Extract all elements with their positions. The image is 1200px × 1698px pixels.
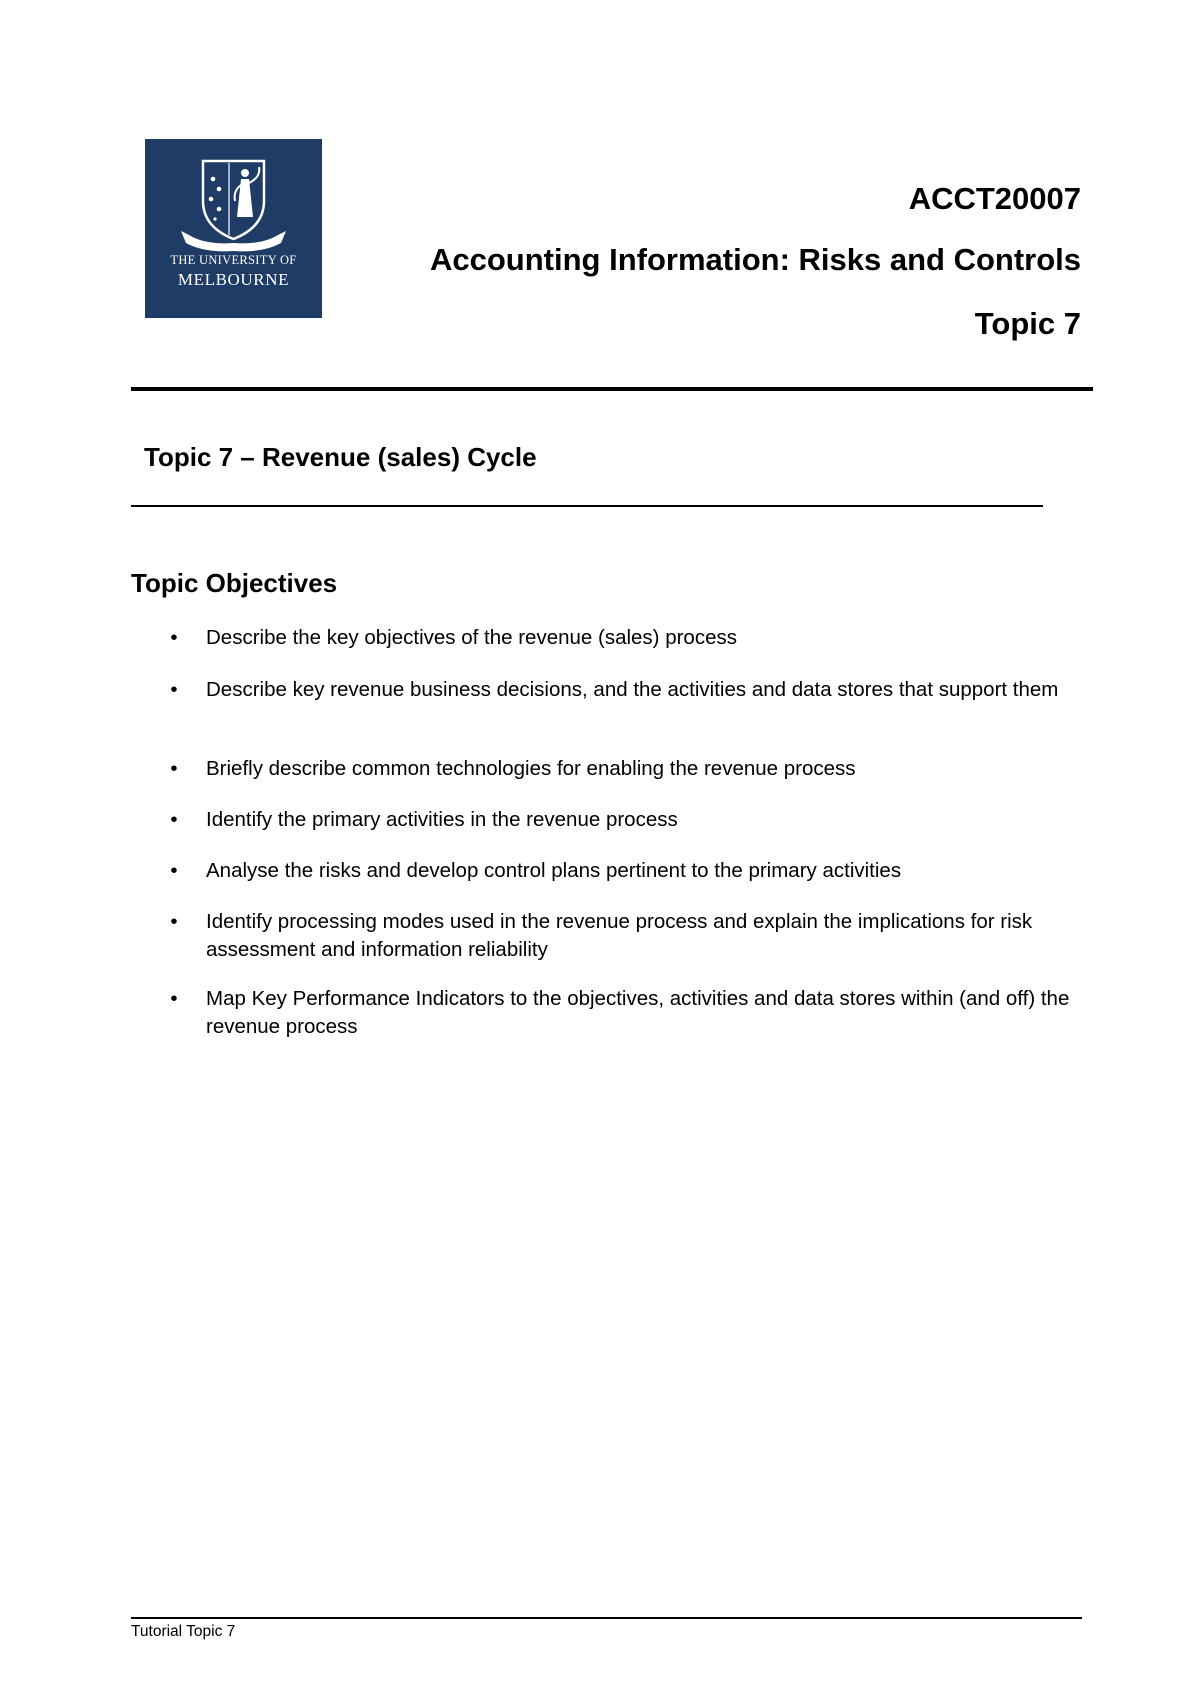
section-title: Topic 7 – Revenue (sales) Cycle <box>144 442 537 472</box>
course-code: ACCT20007 <box>908 181 1081 216</box>
footer-text: Tutorial Topic 7 <box>131 1623 236 1640</box>
list-item-text: Identify the primary activities in the revenue process <box>206 808 678 831</box>
course-title: Accounting Information: Risks and Controls <box>429 242 1081 277</box>
list-item-text: Briefly describe common technologies for enabling the revenue process <box>206 757 856 780</box>
bullet-icon: • <box>170 859 178 882</box>
logo-line-2: MELBOURNE <box>177 270 290 289</box>
list-item-text: Analyse the risks and develop control plans pertinent to the primary activities <box>206 859 902 882</box>
objectives-heading: Topic Objectives <box>131 568 338 598</box>
list-item <box>170 624 1086 652</box>
footer-divider <box>131 1617 1082 1619</box>
bullet-icon: • <box>170 808 178 831</box>
list-item-text: Describe the key objectives of the revenue (sales) process <box>206 626 737 649</box>
logo-line-1: THE UNIVERSITY OF <box>170 253 297 267</box>
bullet-icon: • <box>170 678 178 701</box>
bullet-icon: • <box>170 757 178 780</box>
topic-label: Topic 7 <box>974 306 1081 341</box>
list-item <box>170 755 1086 783</box>
bullet-icon: • <box>170 910 178 933</box>
list-item <box>170 985 1086 1041</box>
list-item-text: Map Key Performance Indicators to the objectives, activities and data stores within (and off) the revenue process <box>206 987 1070 1038</box>
list-item <box>170 676 1086 704</box>
list-item-text: Identify processing modes used in the revenue process and explain the implications for risk assessment and information reliability <box>206 910 1033 961</box>
bullet-icon: • <box>170 987 178 1010</box>
list-item <box>170 857 1086 885</box>
bullet-icon: • <box>170 626 178 649</box>
list-item <box>170 806 1086 834</box>
list-item-text: Describe key revenue business decisions, and the activities and data stores that support them <box>206 678 1059 701</box>
list-item <box>170 908 1086 964</box>
